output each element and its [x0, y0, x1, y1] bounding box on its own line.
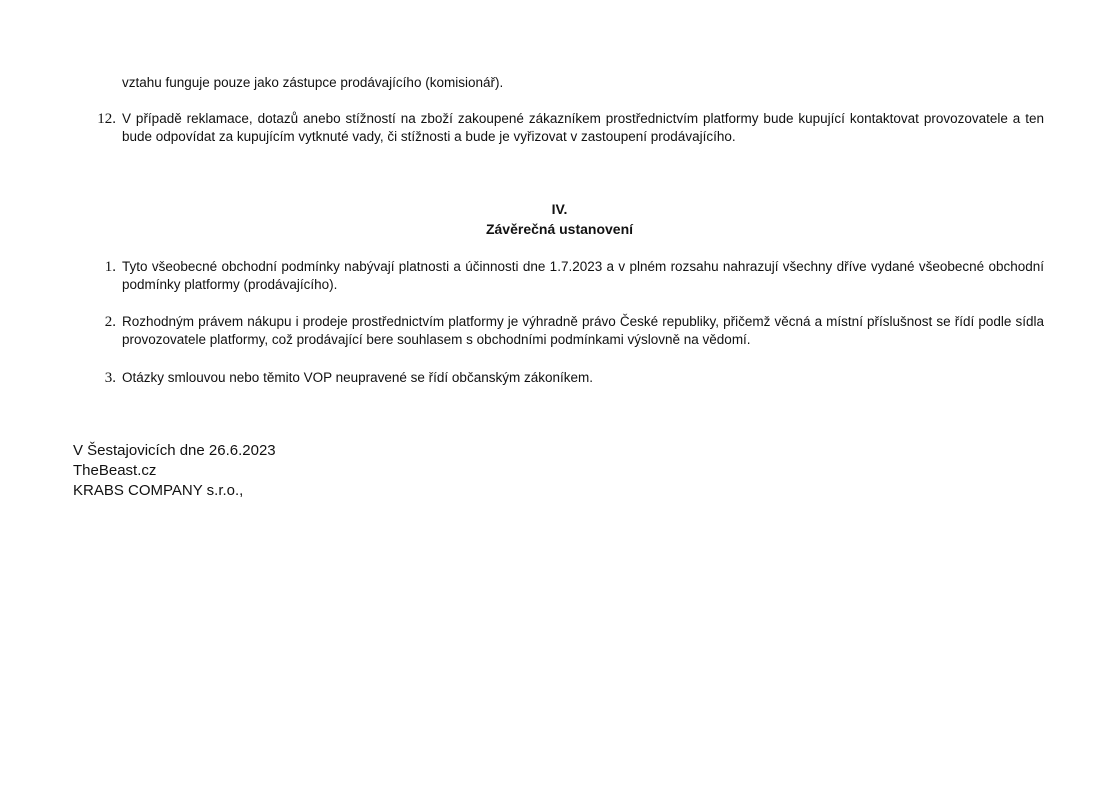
signature-company: KRABS COMPANY s.r.o., [73, 482, 244, 499]
section-title: Závěrečná ustanovení [485, 221, 634, 237]
section-numeral: IV. [551, 201, 568, 217]
signature-place-date: V Šestajovicích dne 26.6.2023 [73, 442, 276, 459]
list-item-number: 2. [104, 314, 116, 330]
continuation-text: vztahu funguje pouze jako zástupce prodávajícího (komisionář). [122, 75, 504, 90]
list-item-number: 12. [97, 111, 116, 127]
list-item-text: Tyto všeobecné obchodní podmínky nabývají platnosti a účinnosti dne 1.7.2023 a v plném rozsahu nahrazují všechny dříve vydané všeobecné obchodní podmínky platformy (prodávajícího). [122, 259, 1044, 292]
signature-brand: TheBeast.cz [73, 462, 157, 479]
list-item-number: 1. [104, 259, 116, 275]
list-item-text: Otázky smlouvou nebo těmito VOP neupravené se řídí občanským zákoníkem. [122, 370, 593, 385]
list-item-number: 3. [104, 370, 116, 386]
signature-block [73, 441, 276, 501]
list-item-text: Rozhodným právem nákupu i prodeje prostřednictvím platformy je výhradně právo České republiky, přičemž věcná a místní příslušnost se řídí podle sídla provozovatele platformy, což prodávající bere souhlasem s obchodními podmínkami výslovně na vědomí. [122, 314, 1044, 347]
list-item-text: V případě reklamace, dotazů anebo stížností na zboží zakoupené zákazníkem prostřednictvím platformy bude kupující kontaktovat provozovatele a ten bude odpovídat za kupujícím vytknuté vady, či stížnosti a bude je vyřizovat v zastoupení prodávajícího. [122, 111, 1044, 144]
